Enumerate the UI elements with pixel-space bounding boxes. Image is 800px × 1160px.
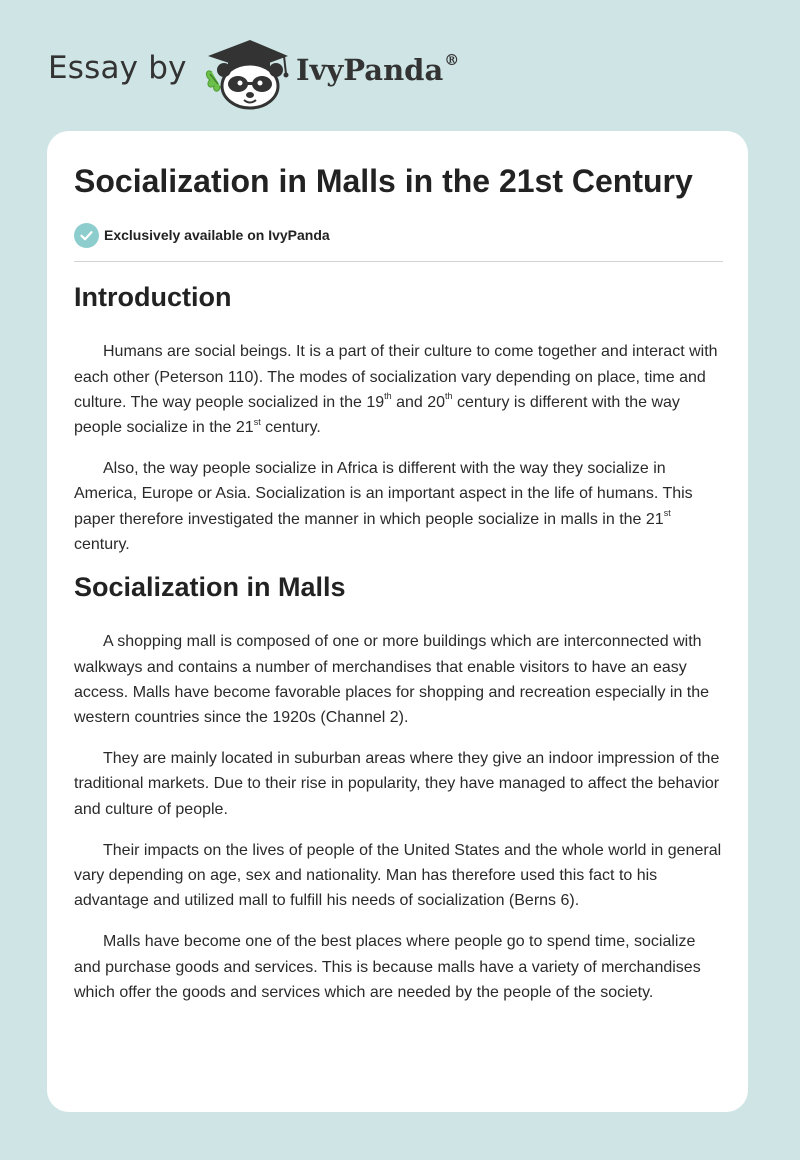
paragraph-text: Humans are social beings. It is a part of their culture to come together and interact with each other (Peterson 110). The modes of socialization vary depending on place, time and culture. The way people socialized in the 19 bbox=[74, 343, 718, 411]
brand-name[interactable] bbox=[296, 53, 459, 87]
superscript: st bbox=[253, 416, 261, 427]
divider bbox=[74, 261, 723, 262]
superscript: th bbox=[384, 391, 392, 402]
essay-card bbox=[47, 131, 748, 1112]
paragraph-text: Also, the way people socialize in Africa is different with the way they socialize in America, Europe or Asia. Socialization is an important aspect in the life of humans. This paper therefore investigated the manner in which people socialize in malls in the 21 bbox=[74, 460, 693, 528]
registered-mark: ® bbox=[444, 51, 460, 69]
paragraph: They are mainly located in suburban areas where they give an indoor impression of the traditional markets. Due to their rise in popularity, they have managed to affect the behavior and culture of people. bbox=[74, 750, 720, 818]
paragraph-text: and 20 bbox=[391, 393, 446, 411]
paragraph-text: century. bbox=[74, 535, 130, 553]
check-circle-icon bbox=[74, 223, 99, 248]
paragraph bbox=[74, 339, 724, 440]
page-title: Socialization in Malls in the 21st Century bbox=[74, 163, 693, 199]
section-heading-introduction: Introduction bbox=[74, 282, 232, 312]
paragraph bbox=[74, 456, 724, 557]
exclusive-badge bbox=[74, 222, 330, 248]
site-header bbox=[0, 0, 800, 130]
exclusive-badge-text: Exclusively available on IvyPanda bbox=[104, 227, 330, 243]
brand-name-text: IvyPanda bbox=[296, 53, 444, 87]
essay-by-label: Essay by bbox=[48, 50, 187, 86]
panda-graduate-logo-icon[interactable] bbox=[200, 34, 294, 110]
section-heading-socialization-in-malls: Socialization in Malls bbox=[74, 572, 346, 603]
superscript: th bbox=[445, 391, 453, 402]
paragraph-text: century is different with the way people socialize in the 21 bbox=[74, 393, 680, 436]
paragraph-text: century. bbox=[260, 419, 321, 436]
paragraph: Their impacts on the lives of people of the United States and the whole world in general vary depending on age, sex and nationality. Man has therefore used this fact to his advantage and utilized mall to fulfill his needs of socialization (Berns 6). bbox=[74, 841, 722, 910]
paragraph: A shopping mall is composed of one or more buildings which are interconnected with walkways and contains a number of merchandises that enable visitors to have an easy access. Malls have become favorable places for shopping and recreation especially in the western countries since the 1920s (Channel 2). bbox=[74, 633, 710, 727]
superscript: st bbox=[663, 508, 671, 519]
paragraph: Malls have become one of the best places where people go to spend time, socialize and purchase goods and services. This is because malls have a variety of merchandises which offer the goods and services which are needed by the people of the society. bbox=[74, 933, 701, 1001]
essay-body bbox=[74, 281, 724, 1005]
